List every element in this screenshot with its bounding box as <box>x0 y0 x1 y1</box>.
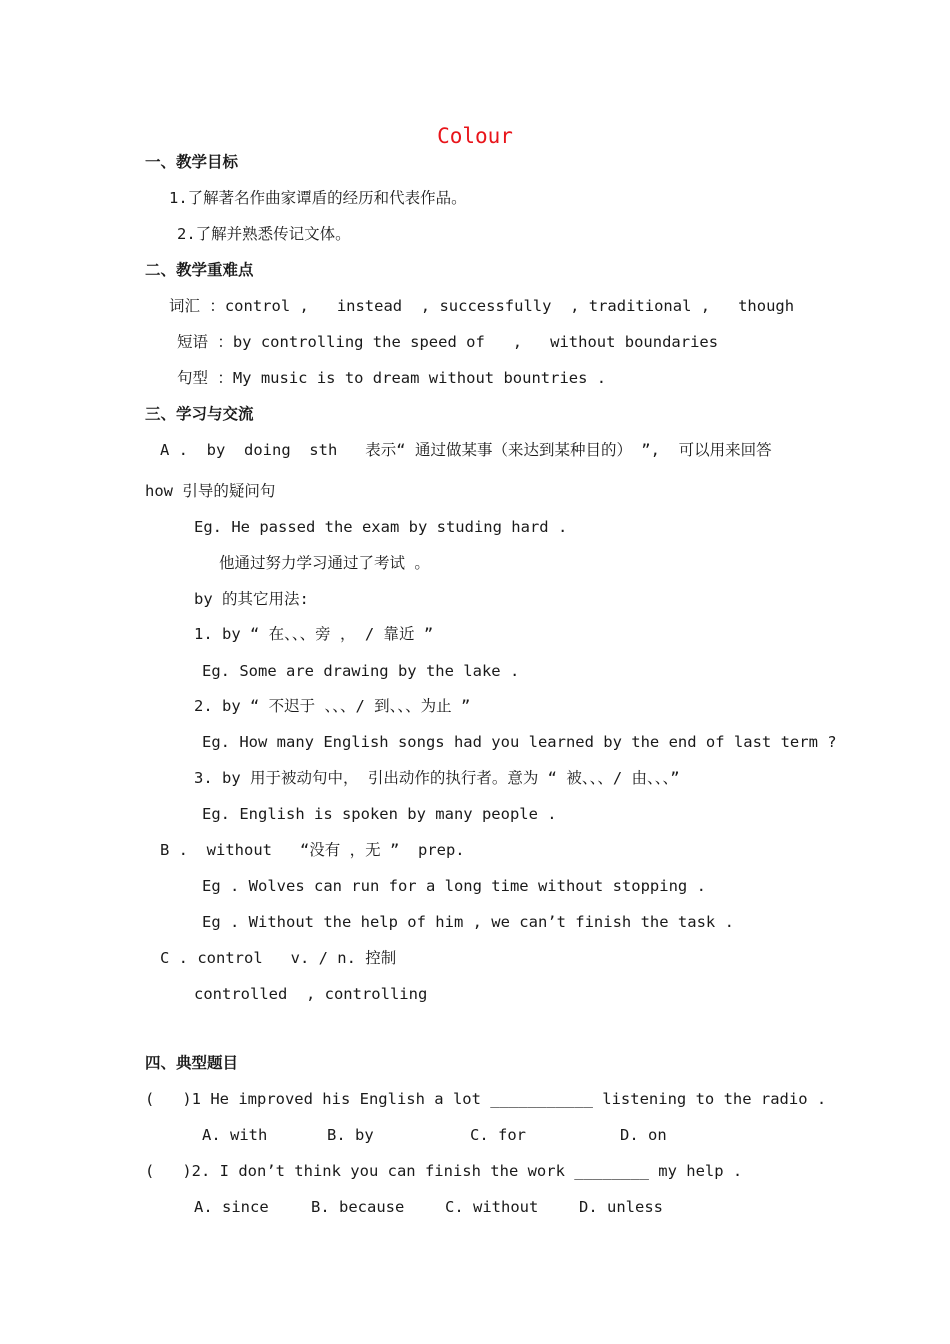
point-b-example-1: Eg . Wolves can run for a long time without stopping . <box>202 877 706 895</box>
by-other-usages-label: by 的其它用法: <box>194 590 309 608</box>
objective-item-2: 2.了解并熟悉传记文体。 <box>177 225 351 243</box>
by-usage-1: 1. by “ 在、、、旁 ， / 靠近 ” <box>194 625 434 643</box>
section-2-heading: 二、教学重难点 <box>145 261 254 279</box>
section-1-heading: 一、教学目标 <box>145 153 239 171</box>
by-usage-3-example: Eg. English is spoken by many people . <box>202 805 557 823</box>
question-2-option-c: C. without <box>445 1198 539 1216</box>
point-c-line: C . control v. / n. 控制 <box>160 949 397 967</box>
question-1-option-d: D. on <box>620 1126 667 1144</box>
question-1: ( )1 He improved his English a lot ___________ listening to the radio . <box>145 1090 827 1108</box>
question-2: ( )2. I don’t think you can finish the work ________ my help . <box>145 1162 743 1180</box>
question-1-option-b: B. by <box>327 1126 374 1144</box>
point-c-forms: controlled , controlling <box>194 985 428 1003</box>
document-title: Colour <box>437 124 513 148</box>
by-usage-3: 3. by 用于被动句中， 引出动作的执行者。意为 “ 被、、、/ 由、、、” <box>194 769 680 787</box>
point-a-example: Eg. He passed the exam by studing hard . <box>194 518 568 536</box>
section-4-heading: 四、典型题目 <box>145 1054 239 1072</box>
point-b-line: B . without “没有 ，无 ” prep. <box>160 841 465 859</box>
by-usage-1-example: Eg. Some are drawing by the lake . <box>202 662 520 680</box>
vocabulary-line: 词汇 ：control , instead , successfully , traditional , though <box>169 297 795 315</box>
question-2-option-d: D. unless <box>579 1198 663 1216</box>
point-a-example-translation: 他通过努力学习通过了考试 。 <box>219 554 430 572</box>
point-a-continuation: how 引导的疑问句 <box>145 482 276 500</box>
by-usage-2-example: Eg. How many English songs had you learned by the end of last term ? <box>202 733 837 751</box>
objective-item-1: 1.了解著名作曲家谭盾的经历和代表作品。 <box>169 189 467 207</box>
question-2-option-b: B. because <box>311 1198 405 1216</box>
question-2-option-a: A. since <box>194 1198 269 1216</box>
point-a-line: A . by doing sth 表示“ 通过做某事（来达到某种目的） ”, 可以用来回答 <box>160 441 772 459</box>
question-1-option-a: A. with <box>202 1126 268 1144</box>
question-1-option-c: C. for <box>470 1126 526 1144</box>
by-usage-2: 2. by “ 不迟于 、、、/ 到、、、为止 ” <box>194 697 471 715</box>
sentence-pattern-line: 句型 ：My music is to dream without bountries . <box>177 369 607 387</box>
phrase-line: 短语 ：by controlling the speed of , without boundaries <box>177 333 719 351</box>
point-b-example-2: Eg . Without the help of him , we can’t finish the task . <box>202 913 734 931</box>
section-3-heading: 三、学习与交流 <box>145 405 254 423</box>
